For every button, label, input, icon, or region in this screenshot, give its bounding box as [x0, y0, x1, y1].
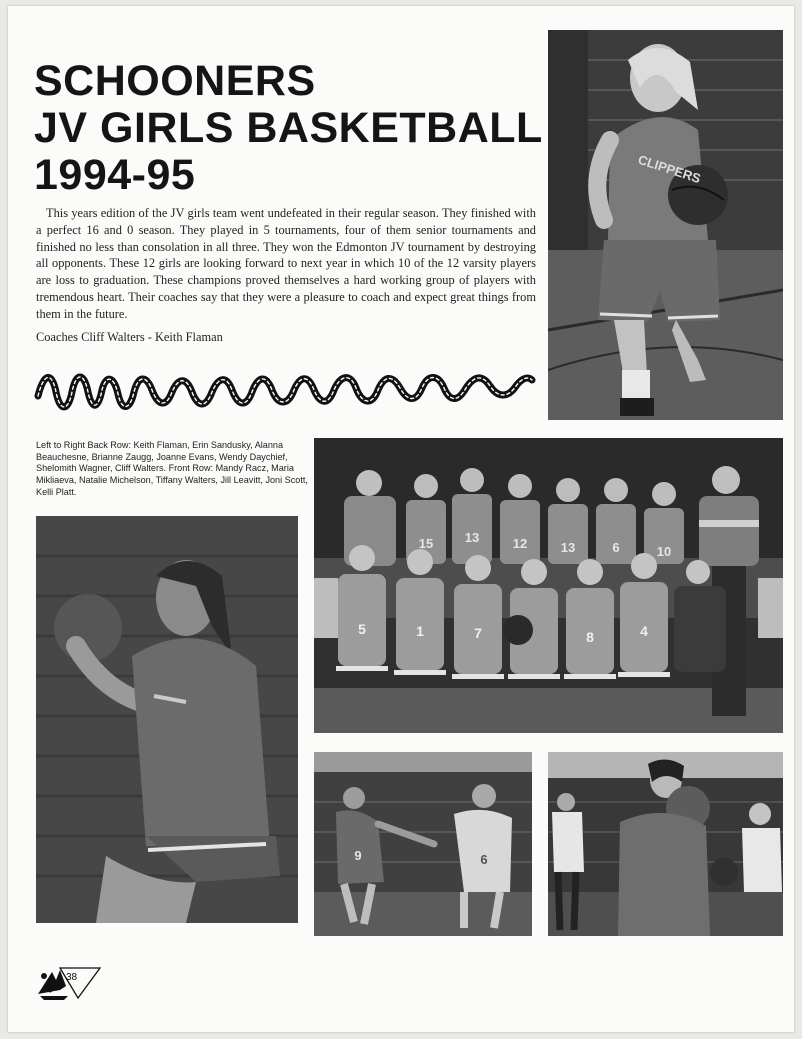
photo-player-dribbling — [548, 30, 783, 420]
front-number-1: 5 — [358, 621, 366, 637]
photo-practice — [548, 752, 783, 936]
page-number: 38 — [66, 972, 78, 983]
back-number-4: 13 — [560, 540, 576, 555]
back-number-1: 15 — [418, 536, 434, 551]
title-line-2: JV GIRLS BASKETBALL — [34, 104, 543, 152]
title-line-3: 1994-95 — [34, 151, 196, 199]
story-paragraph: This years edition of the JV girls team went undefeated in their regular season. They finished with a perfect 16 and 0 season. They played in 5 tournaments, four of them senior tournaments and finished no less than consolation in all three. They won the Edmonton JV tournament by destroying all opponents. These 12 girls are looking forward to next year in which 10 of the 12 varsity players are loss to graduation. These champions proved themselves a hard working group of players with tremendous heart. Their coaches say that they were a pleasure to coach and expect great things from them in the future. — [36, 206, 536, 321]
squiggle-divider — [34, 362, 536, 418]
coaches-credit: Coaches Cliff Walters - Keith Flaman — [36, 330, 223, 344]
front-number-5: 4 — [640, 623, 648, 639]
photo-game-action — [314, 752, 532, 936]
photo-player-shooting — [36, 516, 298, 923]
back-number-2: 13 — [464, 530, 480, 545]
team-photo-caption: Left to Right Back Row: Keith Flaman, Erin Sandusky, Alanna Beauchesne, Brianne Zaugg, Joanne Evans, Wendy Daychief, Shelomith Wagner, Cliff Walters. Front Row: Mandy Racz, Maria Mikliaeva, Natalie Michelson, Tiffany Walters, Jill Leavitt, Joni Scott, Kelli Platt. — [36, 440, 308, 497]
jersey-number-left: 9 — [354, 848, 362, 863]
jersey-text-dribbler: CLIPPERS — [636, 151, 703, 187]
back-number-6: 10 — [656, 544, 672, 559]
front-number-3: 7 — [474, 625, 482, 641]
front-number-2: 1 — [416, 623, 424, 639]
photo-team — [314, 438, 783, 733]
back-number-3: 12 — [512, 536, 528, 551]
front-number-4: 8 — [586, 629, 594, 645]
title-line-1: SCHOONERS — [34, 57, 316, 105]
page-title — [34, 58, 544, 199]
back-number-5: 6 — [612, 540, 620, 555]
jersey-number-right: 6 — [480, 852, 488, 867]
